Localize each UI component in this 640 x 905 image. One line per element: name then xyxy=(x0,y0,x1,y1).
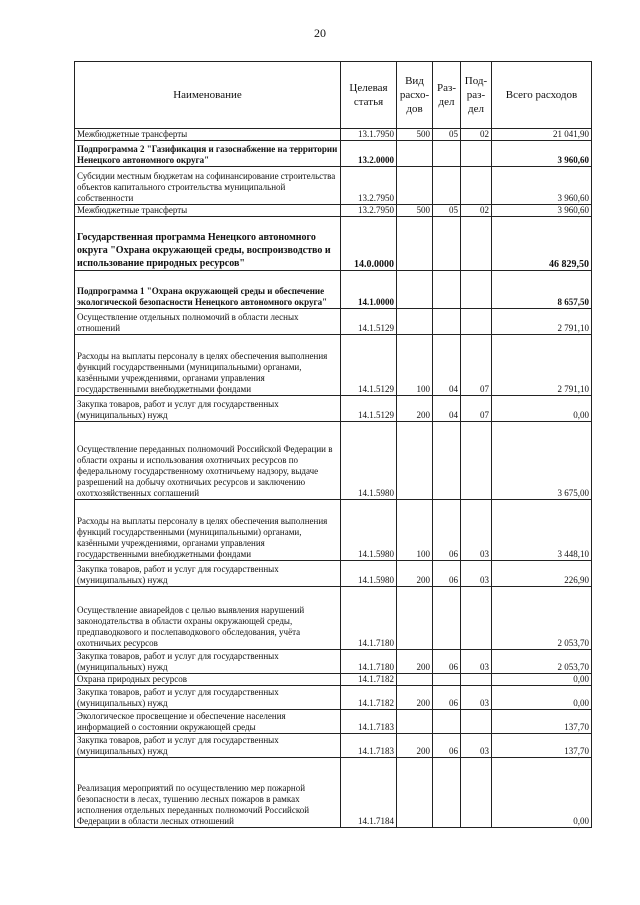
table-body xyxy=(75,129,592,828)
cell-name: Охрана природных ресурсов xyxy=(75,674,341,686)
cell-section xyxy=(433,587,461,650)
cell-expense-type xyxy=(397,271,433,309)
cell-name: Межбюджетные трансферты xyxy=(75,205,341,217)
table-row xyxy=(75,734,592,758)
cell-target-article: 13.2.7950 xyxy=(341,205,397,217)
cell-total: 137,70 xyxy=(492,710,592,734)
cell-target-article: 14.1.7180 xyxy=(341,587,397,650)
table-row xyxy=(75,396,592,422)
cell-expense-type: 200 xyxy=(397,650,433,674)
cell-total: 3 960,60 xyxy=(492,205,592,217)
table-row xyxy=(75,167,592,205)
cell-name: Подпрограмма 1 "Охрана окружающей среды и обеспечение экологической безопасности Ненецкого автономного округа" xyxy=(75,271,341,309)
cell-target-article: 14.1.7184 xyxy=(341,758,397,828)
cell-name: Субсидии местным бюджетам на софинансирование строительства объектов капитального строительства муниципальной собственности xyxy=(75,167,341,205)
cell-subsection: 03 xyxy=(461,500,492,561)
cell-expense-type: 200 xyxy=(397,734,433,758)
header-name: Наименование xyxy=(75,62,341,129)
cell-target-article: 14.1.5980 xyxy=(341,561,397,587)
cell-subsection: 02 xyxy=(461,205,492,217)
cell-name: Экологическое просвещение и обеспечение населения информацией о состоянии окружающей среды xyxy=(75,710,341,734)
cell-target-article: 14.1.0000 xyxy=(341,271,397,309)
cell-target-article: 13.1.7950 xyxy=(341,129,397,141)
table-row xyxy=(75,650,592,674)
header-target-article: Целевая статья xyxy=(341,62,397,129)
cell-name: Осуществление отдельных полномочий в области лесных отношений xyxy=(75,309,341,335)
cell-target-article: 13.2.7950 xyxy=(341,167,397,205)
cell-section xyxy=(433,422,461,500)
table-row xyxy=(75,587,592,650)
table-row xyxy=(75,710,592,734)
cell-name: Подпрограмма 2 "Газификация и газоснабжение на территории Ненецкого автономного округа" xyxy=(75,141,341,167)
cell-name: Реализация мероприятий по осуществлению мер пожарной безопасности в лесах, тушению лесных пожаров в рамках исполнения отдельных переданных полномочий Российской Федерации в области лесных отношений xyxy=(75,758,341,828)
cell-total: 46 829,50 xyxy=(492,217,592,271)
header-section: Раз-дел xyxy=(433,62,461,129)
cell-subsection: 03 xyxy=(461,734,492,758)
cell-section: 04 xyxy=(433,335,461,396)
cell-subsection xyxy=(461,422,492,500)
cell-target-article: 14.1.7183 xyxy=(341,734,397,758)
cell-total: 8 657,50 xyxy=(492,271,592,309)
cell-target-article: 14.1.5980 xyxy=(341,500,397,561)
budget-table xyxy=(74,61,592,828)
cell-section: 06 xyxy=(433,650,461,674)
cell-target-article: 14.1.5129 xyxy=(341,396,397,422)
cell-total: 21 041,90 xyxy=(492,129,592,141)
cell-name: Закупка товаров, работ и услуг для государственных (муниципальных) нужд xyxy=(75,561,341,587)
cell-total: 3 675,00 xyxy=(492,422,592,500)
cell-subsection xyxy=(461,309,492,335)
cell-expense-type xyxy=(397,217,433,271)
cell-expense-type: 500 xyxy=(397,129,433,141)
cell-subsection xyxy=(461,167,492,205)
cell-subsection xyxy=(461,587,492,650)
cell-expense-type: 200 xyxy=(397,561,433,587)
cell-section: 04 xyxy=(433,396,461,422)
cell-section: 05 xyxy=(433,129,461,141)
cell-subsection: 07 xyxy=(461,335,492,396)
table-row xyxy=(75,561,592,587)
table-row xyxy=(75,129,592,141)
cell-expense-type xyxy=(397,422,433,500)
cell-subsection xyxy=(461,141,492,167)
cell-expense-type xyxy=(397,167,433,205)
cell-subsection xyxy=(461,758,492,828)
cell-section xyxy=(433,217,461,271)
cell-total: 3 960,60 xyxy=(492,141,592,167)
table-row xyxy=(75,217,592,271)
cell-expense-type: 100 xyxy=(397,500,433,561)
cell-subsection: 03 xyxy=(461,686,492,710)
table-row xyxy=(75,500,592,561)
table-row xyxy=(75,309,592,335)
cell-target-article: 14.1.5129 xyxy=(341,309,397,335)
cell-expense-type: 500 xyxy=(397,205,433,217)
cell-subsection: 02 xyxy=(461,129,492,141)
cell-name: Закупка товаров, работ и услуг для государственных (муниципальных) нужд xyxy=(75,396,341,422)
cell-total: 0,00 xyxy=(492,758,592,828)
cell-section: 06 xyxy=(433,561,461,587)
cell-total: 2 053,70 xyxy=(492,650,592,674)
cell-total: 137,70 xyxy=(492,734,592,758)
cell-name: Государственная программа Ненецкого автономного округа "Охрана окружающей среды, воспроизводство и использование природных ресурсов" xyxy=(75,217,341,271)
cell-name: Осуществление авиарейдов с целью выявления нарушений законодательства в области охраны окружающей среды, предпаводкового и послепаводкового обследования, учёта охотничьих ресурсов xyxy=(75,587,341,650)
cell-total: 3 448,10 xyxy=(492,500,592,561)
cell-name: Расходы на выплаты персоналу в целях обеспечения выполнения функций государственными (муниципальными) органами, казёнными учреждениями, органами управления государственными внебюджетными фондами xyxy=(75,500,341,561)
cell-name: Осуществление переданных полномочий Российской Федерации в области охраны и использования охотничьих ресурсов по федеральному государственному охотничьему надзору, выдаче разрешений на добычу охотничьих ресурсов и заключению охотхозяйственных соглашений xyxy=(75,422,341,500)
header-expense-type: Вид расхо-дов xyxy=(397,62,433,129)
table-row xyxy=(75,674,592,686)
cell-section xyxy=(433,141,461,167)
cell-target-article: 13.2.0000 xyxy=(341,141,397,167)
cell-name: Межбюджетные трансферты xyxy=(75,129,341,141)
cell-target-article: 14.0.0000 xyxy=(341,217,397,271)
cell-expense-type: 100 xyxy=(397,335,433,396)
cell-total: 226,90 xyxy=(492,561,592,587)
cell-section xyxy=(433,271,461,309)
cell-target-article: 14.1.7180 xyxy=(341,650,397,674)
cell-section: 06 xyxy=(433,686,461,710)
cell-expense-type: 200 xyxy=(397,396,433,422)
cell-name: Закупка товаров, работ и услуг для государственных (муниципальных) нужд xyxy=(75,734,341,758)
table-row xyxy=(75,758,592,828)
table-row xyxy=(75,271,592,309)
table-row xyxy=(75,141,592,167)
cell-section xyxy=(433,167,461,205)
cell-section: 06 xyxy=(433,500,461,561)
cell-subsection xyxy=(461,674,492,686)
cell-total: 3 960,60 xyxy=(492,167,592,205)
cell-target-article: 14.1.7182 xyxy=(341,686,397,710)
cell-name: Расходы на выплаты персоналу в целях обеспечения выполнения функций государственными (муниципальными) органами, казёнными учреждениями, органами управления государственными внебюджетными фондами xyxy=(75,335,341,396)
cell-target-article: 14.1.5980 xyxy=(341,422,397,500)
table-row xyxy=(75,335,592,396)
cell-expense-type xyxy=(397,309,433,335)
cell-total: 0,00 xyxy=(492,686,592,710)
cell-total: 2 791,10 xyxy=(492,309,592,335)
table-header-row xyxy=(75,62,592,129)
cell-section xyxy=(433,758,461,828)
cell-subsection xyxy=(461,271,492,309)
cell-expense-type xyxy=(397,674,433,686)
cell-subsection: 07 xyxy=(461,396,492,422)
cell-subsection xyxy=(461,710,492,734)
table-row xyxy=(75,422,592,500)
cell-name: Закупка товаров, работ и услуг для государственных (муниципальных) нужд xyxy=(75,650,341,674)
cell-expense-type xyxy=(397,758,433,828)
cell-total: 2 791,10 xyxy=(492,335,592,396)
cell-target-article: 14.1.7183 xyxy=(341,710,397,734)
cell-total: 2 053,70 xyxy=(492,587,592,650)
cell-section: 06 xyxy=(433,734,461,758)
page-number: 20 xyxy=(314,26,326,40)
cell-section xyxy=(433,710,461,734)
cell-subsection xyxy=(461,217,492,271)
cell-target-article: 14.1.7182 xyxy=(341,674,397,686)
cell-section xyxy=(433,674,461,686)
cell-expense-type: 200 xyxy=(397,686,433,710)
cell-expense-type xyxy=(397,710,433,734)
table-row xyxy=(75,205,592,217)
header-total: Всего расходов xyxy=(492,62,592,129)
cell-expense-type xyxy=(397,141,433,167)
cell-section: 05 xyxy=(433,205,461,217)
cell-expense-type xyxy=(397,587,433,650)
cell-target-article: 14.1.5129 xyxy=(341,335,397,396)
header-subsection: Под-раз-дел xyxy=(461,62,492,129)
cell-section xyxy=(433,309,461,335)
cell-subsection: 03 xyxy=(461,650,492,674)
table-row xyxy=(75,686,592,710)
cell-total: 0,00 xyxy=(492,396,592,422)
cell-total: 0,00 xyxy=(492,674,592,686)
cell-name: Закупка товаров, работ и услуг для государственных (муниципальных) нужд xyxy=(75,686,341,710)
cell-subsection: 03 xyxy=(461,561,492,587)
